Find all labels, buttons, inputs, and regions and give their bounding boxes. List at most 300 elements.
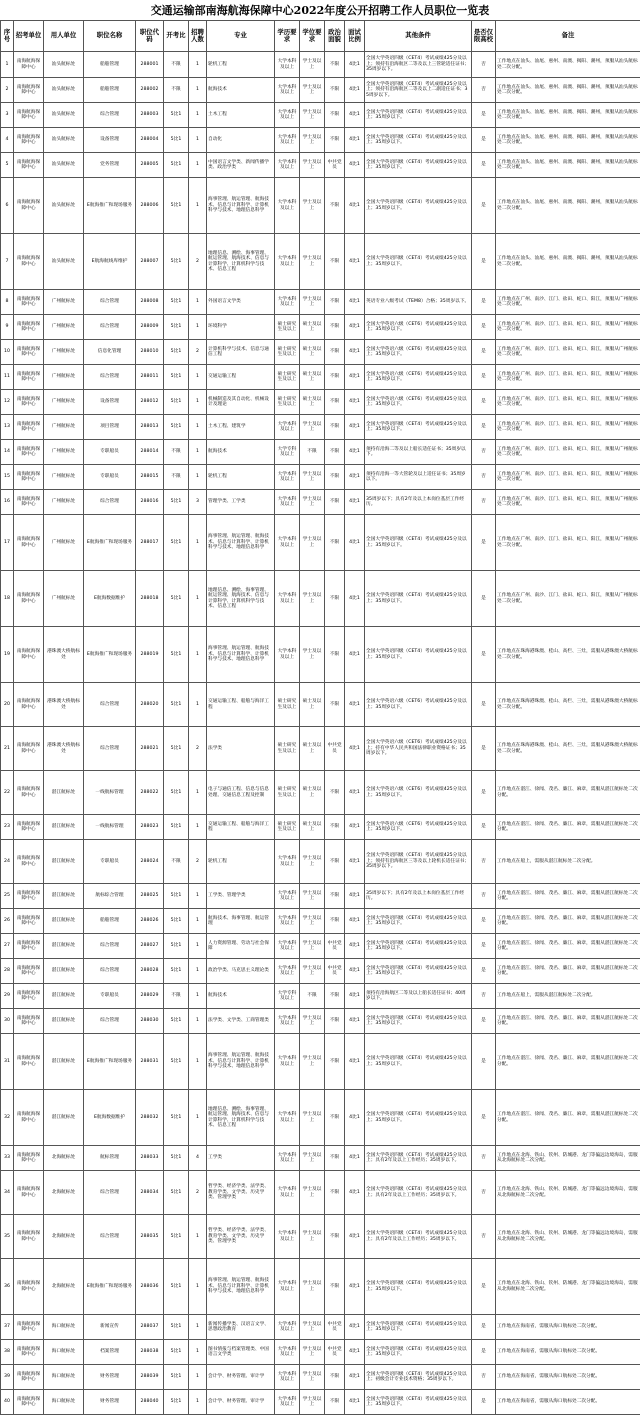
remarks-cell: 工作地点在船上，需服从湛江航标处二次分配。 <box>496 840 640 884</box>
exam-ratio-cell: 5比1 <box>164 128 189 153</box>
political-status-cell: 不限 <box>325 78 345 103</box>
hire-count-cell: 1 <box>189 1315 207 1340</box>
other-conditions-cell: 全国大学英语四级（CET4）考试成绩425分及以上；35周岁以下。 <box>365 153 472 178</box>
employer-cell: 湛江航标处 <box>44 1090 84 1146</box>
education-cell: 大学本科及以上 <box>275 1009 300 1034</box>
table-row <box>1 1365 640 1390</box>
exam-ratio-cell: 5比1 <box>164 627 189 683</box>
education-cell: 大学本科及以上 <box>275 515 300 571</box>
position-name-cell: E航海航线库维护 <box>84 234 136 290</box>
exam-ratio-cell: 5比1 <box>164 683 189 727</box>
recruiting-unit-cell: 南海航海保障中心 <box>14 984 44 1009</box>
table-row <box>1 1259 640 1315</box>
other-conditions-cell: 全国大学英语四级（CET4）考试成绩425分及以上；须持有沿海航区三等及以上轮机长适任证书；35周岁以下。 <box>365 840 472 884</box>
position-code-cell: 288003 <box>136 103 164 128</box>
exam-ratio-cell: 5比1 <box>164 884 189 909</box>
exam-ratio-cell: 5比1 <box>164 1171 189 1215</box>
major-cell: 自动化 <box>207 128 275 153</box>
employer-cell: 汕头航标处 <box>44 52 84 78</box>
exam-ratio-cell: 5比1 <box>164 1340 189 1365</box>
remarks-cell: 工作地点在汕头、汕尾、惠州、南澳、揭阳、潮州，须服从汕头航标处二次分配。 <box>496 178 640 234</box>
position-code-cell: 288023 <box>136 815 164 840</box>
position-name-cell: 专职船员 <box>84 984 136 1009</box>
remarks-cell: 工作地点在广州、南沙、江门、盐田、蛇口、阳江，须服从广州航标处二次分配。 <box>496 290 640 315</box>
graduates-only-cell: 否 <box>472 1146 496 1171</box>
exam-ratio-cell: 5比1 <box>164 365 189 390</box>
political-status-cell: 不限 <box>325 234 345 290</box>
degree-cell: 学士及以上 <box>300 909 325 934</box>
recruiting-unit-cell: 南海航海保障中心 <box>14 1215 44 1259</box>
position-code-cell: 288022 <box>136 771 164 815</box>
position-code-cell: 288026 <box>136 909 164 934</box>
remarks-cell: 工作地点在北海、铁山、钦州、防城港、龙门等偏远边境海岛，需服从北海航标处二次分配。 <box>496 1215 640 1259</box>
education-cell: 大学本科及以上 <box>275 1146 300 1171</box>
graduates-only-cell: 是 <box>472 365 496 390</box>
interview-ratio-cell: 4比1 <box>345 290 365 315</box>
education-cell: 大学本科及以上 <box>275 153 300 178</box>
major-cell: 会计学、财务管理、审计学 <box>207 1390 275 1415</box>
interview-ratio-cell: 4比1 <box>345 315 365 340</box>
exam-ratio-cell: 5比1 <box>164 515 189 571</box>
position-code-cell: 288011 <box>136 365 164 390</box>
employer-cell: 广州航标处 <box>44 465 84 490</box>
employer-cell: 湛江航标处 <box>44 771 84 815</box>
graduates-only-cell: 否 <box>472 840 496 884</box>
employer-cell: 港珠澳大桥航标处 <box>44 627 84 683</box>
other-conditions-cell: 全国大学英语四级（CET4）考试成绩425分及以上；须持有沿海航区二等及以上二副适任证书；35周岁以下。 <box>365 78 472 103</box>
exam-ratio-cell: 不限 <box>164 440 189 465</box>
remarks-cell: 工作地点在广州、南沙、江门、盐田、蛇口、阳江，须服从广州航标处二次分配。 <box>496 340 640 365</box>
remarks-cell: 工作地点在广州、南沙、江门、盐田、蛇口、阳江，须服从广州航标处二次分配。 <box>496 390 640 415</box>
major-cell: 海事管理、航运管理、航海技术、信息与计算科学、计算机科学与技术、地理信息科学 <box>207 515 275 571</box>
political-status-cell: 不限 <box>325 1259 345 1315</box>
employer-cell: 广州航标处 <box>44 365 84 390</box>
employer-cell: 北海航标处 <box>44 1171 84 1215</box>
political-status-cell: 不限 <box>325 465 345 490</box>
major-cell: 轮机工程 <box>207 52 275 78</box>
seq-cell: 23 <box>1 815 14 840</box>
position-code-cell: 288002 <box>136 78 164 103</box>
recruiting-unit-cell: 南海航海保障中心 <box>14 365 44 390</box>
header-cell: 序号 <box>1 21 14 52</box>
header-cell: 学位要求 <box>300 21 325 52</box>
recruiting-unit-cell: 南海航海保障中心 <box>14 934 44 959</box>
political-status-cell: 不限 <box>325 390 345 415</box>
seq-cell: 27 <box>1 934 14 959</box>
interview-ratio-cell: 4比1 <box>345 815 365 840</box>
employer-cell: 汕头航标处 <box>44 128 84 153</box>
table-row <box>1 984 640 1009</box>
remarks-cell: 工作地点在湛江、徐闻、茂名、廉江、麻章，需服从湛江航标处二次分配。 <box>496 815 640 840</box>
position-code-cell: 288020 <box>136 683 164 727</box>
education-cell: 大学本科及以上 <box>275 1259 300 1315</box>
table-row <box>1 390 640 415</box>
position-code-cell: 288039 <box>136 1365 164 1390</box>
hire-count-cell: 1 <box>189 1259 207 1315</box>
header-cell: 备注 <box>496 21 640 52</box>
position-code-cell: 288033 <box>136 1146 164 1171</box>
position-name-cell: 一线航标管理 <box>84 815 136 840</box>
position-name-cell: 综合管理 <box>84 959 136 984</box>
interview-ratio-cell: 4比1 <box>345 1390 365 1415</box>
degree-cell: 学士及以上 <box>300 128 325 153</box>
hire-count-cell: 1 <box>189 390 207 415</box>
interview-ratio-cell: 4比1 <box>345 52 365 78</box>
interview-ratio-cell: 4比1 <box>345 1340 365 1365</box>
recruiting-unit-cell: 南海航海保障中心 <box>14 153 44 178</box>
position-name-cell: 设备管理 <box>84 390 136 415</box>
header-cell: 政治面貌 <box>325 21 345 52</box>
seq-cell: 13 <box>1 415 14 440</box>
header-cell: 开考比 <box>164 21 189 52</box>
remarks-cell: 工作地点在广州、南沙、江门、盐田、蛇口、阳江，须服从广州航标处二次分配。 <box>496 365 640 390</box>
hire-count-cell: 1 <box>189 1009 207 1034</box>
graduates-only-cell: 否 <box>472 884 496 909</box>
political-status-cell: 不限 <box>325 909 345 934</box>
political-status-cell: 不限 <box>325 515 345 571</box>
recruiting-unit-cell: 南海航海保障中心 <box>14 840 44 884</box>
major-cell: 会计学、财务管理、审计学 <box>207 1365 275 1390</box>
hire-count-cell: 2 <box>189 1171 207 1215</box>
position-code-cell: 288016 <box>136 490 164 515</box>
table-row <box>1 959 640 984</box>
degree-cell: 学士及以上 <box>300 153 325 178</box>
graduates-only-cell: 是 <box>472 934 496 959</box>
position-name-cell: 船舶管理 <box>84 909 136 934</box>
remarks-cell: 工作地点在海南省，需服从海口航标处二次分配。 <box>496 1315 640 1340</box>
recruiting-unit-cell: 南海航海保障中心 <box>14 234 44 290</box>
seq-cell: 33 <box>1 1146 14 1171</box>
graduates-only-cell: 否 <box>472 52 496 78</box>
recruiting-unit-cell: 南海航海保障中心 <box>14 490 44 515</box>
hire-count-cell: 1 <box>189 515 207 571</box>
degree-cell: 硕士及以上 <box>300 340 325 365</box>
education-cell: 大学本科及以上 <box>275 490 300 515</box>
education-cell: 大学本科及以上 <box>275 840 300 884</box>
position-code-cell: 288001 <box>136 52 164 78</box>
graduates-only-cell: 否 <box>472 1215 496 1259</box>
major-cell: 工学类、管理学类 <box>207 884 275 909</box>
remarks-cell: 工作地点在珠海港珠澳、桂山、高栏、三灶，需服从港珠澳大桥航标处二次分配。 <box>496 683 640 727</box>
hire-count-cell: 2 <box>189 340 207 365</box>
interview-ratio-cell: 4比1 <box>345 490 365 515</box>
political-status-cell: 不限 <box>325 178 345 234</box>
other-conditions-cell: 全国大学英语四级（CET4）考试成绩425分及以上；35周岁以下。 <box>365 1340 472 1365</box>
other-conditions-cell: 全国大学英语四级（CET4）考试成绩425分及以上；35周岁以下。 <box>365 1390 472 1415</box>
header-row <box>1 21 640 52</box>
political-status-cell: 不限 <box>325 490 345 515</box>
graduates-only-cell: 是 <box>472 571 496 627</box>
position-name-cell: 设备管理 <box>84 128 136 153</box>
exam-ratio-cell: 5比1 <box>164 340 189 365</box>
exam-ratio-cell: 5比1 <box>164 1009 189 1034</box>
remarks-cell: 工作地点在广州、南沙、江门、盐田、蛇口、阳江，须服从广州航标处二次分配。 <box>496 415 640 440</box>
degree-cell: 学士及以上 <box>300 78 325 103</box>
table-body <box>1 52 640 1415</box>
hire-count-cell: 2 <box>189 840 207 884</box>
position-code-cell: 288008 <box>136 290 164 315</box>
employer-cell: 湛江航标处 <box>44 840 84 884</box>
interview-ratio-cell: 4比1 <box>345 909 365 934</box>
degree-cell: 学士及以上 <box>300 840 325 884</box>
exam-ratio-cell: 5比1 <box>164 153 189 178</box>
education-cell: 硕士研究生及以上 <box>275 390 300 415</box>
political-status-cell: 不限 <box>325 1171 345 1215</box>
seq-cell: 17 <box>1 515 14 571</box>
major-cell: 交通运输工程 <box>207 365 275 390</box>
education-cell: 大学本科及以上 <box>275 1390 300 1415</box>
position-name-cell: E航海推广和现场服务 <box>84 627 136 683</box>
education-cell: 大学本科及以上 <box>275 1340 300 1365</box>
exam-ratio-cell: 5比1 <box>164 815 189 840</box>
interview-ratio-cell: 4比1 <box>345 440 365 465</box>
degree-cell: 学士及以上 <box>300 1259 325 1315</box>
political-status-cell: 不限 <box>325 984 345 1009</box>
other-conditions-cell: 全国大学英语六级（CET6）考试成绩425分及以上；35周岁以下。 <box>365 815 472 840</box>
hire-count-cell: 1 <box>189 315 207 340</box>
degree-cell: 不限 <box>300 440 325 465</box>
recruiting-unit-cell: 南海航海保障中心 <box>14 103 44 128</box>
position-name-cell: E航海数据维护 <box>84 1090 136 1146</box>
graduates-only-cell: 是 <box>472 771 496 815</box>
position-name-cell: 综合管理 <box>84 1171 136 1215</box>
remarks-cell: 工作地点在广州、南沙、江门、盐田、蛇口、阳江，须服从广州航标处二次分配。 <box>496 465 640 490</box>
graduates-only-cell: 是 <box>472 153 496 178</box>
other-conditions-cell: 全国大学英语四级（CET4）考试成绩425分及以上；35周岁以下。 <box>365 1009 472 1034</box>
recruiting-unit-cell: 南海航海保障中心 <box>14 515 44 571</box>
interview-ratio-cell: 4比1 <box>345 234 365 290</box>
exam-ratio-cell: 5比1 <box>164 234 189 290</box>
other-conditions-cell: 须持有沿海二等及以上船长适任证书；35周岁以下。 <box>365 440 472 465</box>
graduates-only-cell: 是 <box>472 103 496 128</box>
interview-ratio-cell: 4比1 <box>345 153 365 178</box>
position-name-cell: 航标管理 <box>84 1146 136 1171</box>
table-row <box>1 1090 640 1146</box>
table-row <box>1 1215 640 1259</box>
position-name-cell: 专职船员 <box>84 440 136 465</box>
major-cell: 海事管理、航运管理、航海技术、信息与计算科学、计算机科学与技术、地理信息科学 <box>207 1259 275 1315</box>
page-title: 交通运输部南海航海保障中心2022年度公开招聘工作人员职位一览表 <box>0 2 640 20</box>
recruiting-unit-cell: 南海航海保障中心 <box>14 390 44 415</box>
recruiting-unit-cell: 南海航海保障中心 <box>14 1090 44 1146</box>
degree-cell: 学士及以上 <box>300 1215 325 1259</box>
remarks-cell: 工作地点在汕头、汕尾、惠州、南澳、揭阳、潮州，须服从汕头航标处二次分配。 <box>496 78 640 103</box>
degree-cell: 硕士及以上 <box>300 365 325 390</box>
seq-cell: 38 <box>1 1340 14 1365</box>
graduates-only-cell: 是 <box>472 390 496 415</box>
education-cell: 大学本科及以上 <box>275 1365 300 1390</box>
remarks-cell: 工作地点在北海、铁山、钦州、防城港、龙门等偏远边境海岛，需服从北海航标处二次分配。 <box>496 1171 640 1215</box>
other-conditions-cell: 全国大学英语四级（CET4）考试成绩425分及以上；35周岁以下。 <box>365 934 472 959</box>
seq-cell: 5 <box>1 153 14 178</box>
interview-ratio-cell: 4比1 <box>345 1090 365 1146</box>
seq-cell: 10 <box>1 340 14 365</box>
degree-cell: 学士及以上 <box>300 1390 325 1415</box>
education-cell: 大学本科及以上 <box>275 178 300 234</box>
interview-ratio-cell: 4比1 <box>345 128 365 153</box>
position-name-cell: E航海推广和现场服务 <box>84 1034 136 1090</box>
major-cell: 电子与通信工程、信息与信息处理、交通信息工程及控制 <box>207 771 275 815</box>
position-name-cell: 综合管理 <box>84 103 136 128</box>
interview-ratio-cell: 4比1 <box>345 627 365 683</box>
other-conditions-cell: 全国大学英语四级（CET4）考试成绩425分及以上；35周岁以下。 <box>365 571 472 627</box>
seq-cell: 6 <box>1 178 14 234</box>
education-cell: 硕士研究生及以上 <box>275 815 300 840</box>
education-cell: 大学本科及以上 <box>275 103 300 128</box>
political-status-cell: 不限 <box>325 128 345 153</box>
graduates-only-cell: 是 <box>472 515 496 571</box>
remarks-cell: 工作地点在湛江、徐闻、茂名、廉江、麻章，需服从湛江航标处二次分配。 <box>496 1090 640 1146</box>
table-row <box>1 103 640 128</box>
exam-ratio-cell: 5比1 <box>164 1259 189 1315</box>
exam-ratio-cell: 5比1 <box>164 178 189 234</box>
remarks-cell: 工作地点在湛江、徐闻、茂名、廉江、麻章，需服从湛江航标处二次分配。 <box>496 771 640 815</box>
hire-count-cell: 1 <box>189 627 207 683</box>
graduates-only-cell: 是 <box>472 815 496 840</box>
recruiting-unit-cell: 南海航海保障中心 <box>14 959 44 984</box>
exam-ratio-cell: 5比1 <box>164 390 189 415</box>
graduates-only-cell: 是 <box>472 315 496 340</box>
employer-cell: 广州航标处 <box>44 290 84 315</box>
seq-cell: 22 <box>1 771 14 815</box>
interview-ratio-cell: 4比1 <box>345 884 365 909</box>
table-row <box>1 52 640 78</box>
degree-cell: 学士及以上 <box>300 290 325 315</box>
position-code-cell: 288013 <box>136 415 164 440</box>
position-name-cell: 综合管理 <box>84 934 136 959</box>
education-cell: 大学本科及以上 <box>275 959 300 984</box>
graduates-only-cell: 是 <box>472 959 496 984</box>
interview-ratio-cell: 4比1 <box>345 1146 365 1171</box>
remarks-cell: 工作地点在汕头、汕尾、惠州、南澳、揭阳、潮州，须服从汕头航标处二次分配。 <box>496 103 640 128</box>
recruiting-unit-cell: 南海航海保障中心 <box>14 771 44 815</box>
recruiting-unit-cell: 南海航海保障中心 <box>14 178 44 234</box>
degree-cell: 学士及以上 <box>300 1009 325 1034</box>
graduates-only-cell: 是 <box>472 128 496 153</box>
political-status-cell: 中共党员 <box>325 959 345 984</box>
degree-cell: 学士及以上 <box>300 465 325 490</box>
table-row <box>1 490 640 515</box>
degree-cell: 硕士及以上 <box>300 390 325 415</box>
degree-cell: 学士及以上 <box>300 1090 325 1146</box>
employer-cell: 广州航标处 <box>44 340 84 365</box>
table-row <box>1 1315 640 1340</box>
seq-cell: 35 <box>1 1215 14 1259</box>
employer-cell: 北海航标处 <box>44 1215 84 1259</box>
exam-ratio-cell: 5比1 <box>164 571 189 627</box>
graduates-only-cell: 是 <box>472 683 496 727</box>
remarks-cell: 工作地点在北海、铁山、钦州、防城港、龙门等偏远边境海岛，需服从北海航标处二次分配。 <box>496 1259 640 1315</box>
graduates-only-cell: 否 <box>472 490 496 515</box>
position-name-cell: 档案管理 <box>84 1340 136 1365</box>
recruiting-unit-cell: 南海航海保障中心 <box>14 1390 44 1415</box>
major-cell: 轮机工程 <box>207 465 275 490</box>
degree-cell: 硕士及以上 <box>300 815 325 840</box>
position-name-cell: 党务管理 <box>84 153 136 178</box>
exam-ratio-cell: 5比1 <box>164 1090 189 1146</box>
interview-ratio-cell: 4比1 <box>345 1215 365 1259</box>
exam-ratio-cell: 5比1 <box>164 959 189 984</box>
position-name-cell: 财务管理 <box>84 1365 136 1390</box>
recruiting-unit-cell: 南海航海保障中心 <box>14 440 44 465</box>
political-status-cell: 不限 <box>325 1215 345 1259</box>
degree-cell: 学士及以上 <box>300 490 325 515</box>
political-status-cell: 中共党员 <box>325 1340 345 1365</box>
employer-cell: 汕头航标处 <box>44 178 84 234</box>
table-row <box>1 128 640 153</box>
graduates-only-cell: 否 <box>472 78 496 103</box>
employer-cell: 港珠澳大桥航标处 <box>44 727 84 771</box>
position-code-cell: 288025 <box>136 884 164 909</box>
seq-cell: 19 <box>1 627 14 683</box>
seq-cell: 8 <box>1 290 14 315</box>
graduates-only-cell: 是 <box>472 1340 496 1365</box>
graduates-only-cell: 是 <box>472 1315 496 1340</box>
recruiting-unit-cell: 南海航海保障中心 <box>14 128 44 153</box>
recruiting-unit-cell: 南海航海保障中心 <box>14 52 44 78</box>
political-status-cell: 不限 <box>325 683 345 727</box>
position-name-cell: 综合管理 <box>84 490 136 515</box>
position-name-cell: 专职船员 <box>84 465 136 490</box>
position-name-cell: 船舶管理 <box>84 78 136 103</box>
hire-count-cell: 1 <box>189 290 207 315</box>
education-cell: 大学本科及以上 <box>275 1215 300 1259</box>
degree-cell: 学士及以上 <box>300 934 325 959</box>
position-code-cell: 288010 <box>136 340 164 365</box>
table-row <box>1 683 640 727</box>
position-code-cell: 288040 <box>136 1390 164 1415</box>
major-cell: 海事管理、航运管理、航海技术、信息与计算科学、计算机科学与技术、地理信息科学 <box>207 178 275 234</box>
major-cell: 土木工程 <box>207 103 275 128</box>
political-status-cell: 中共党员 <box>325 727 345 771</box>
degree-cell: 学士及以上 <box>300 1315 325 1340</box>
interview-ratio-cell: 4比1 <box>345 390 365 415</box>
table-row <box>1 290 640 315</box>
education-cell: 大学专科及以上 <box>275 984 300 1009</box>
exam-ratio-cell: 不限 <box>164 840 189 884</box>
position-code-cell: 288005 <box>136 153 164 178</box>
employer-cell: 广州航标处 <box>44 490 84 515</box>
major-cell: 工学类 <box>207 1146 275 1171</box>
other-conditions-cell: 全国大学英语四级（CET4）考试成绩425分及以上；35周岁以下。 <box>365 1090 472 1146</box>
other-conditions-cell: 全国大学英语六级（CET6）考试成绩425分及以上；35周岁以下。 <box>365 315 472 340</box>
major-cell: 哲学类、经济学类、法学类、教育学类、文学类、历史学类、管理学类 <box>207 1215 275 1259</box>
table-row <box>1 727 640 771</box>
hire-count-cell: 1 <box>189 884 207 909</box>
position-code-cell: 288032 <box>136 1090 164 1146</box>
graduates-only-cell: 是 <box>472 1034 496 1090</box>
position-code-cell: 288031 <box>136 1034 164 1090</box>
other-conditions-cell: 全国大学英语四级（CET4）考试成绩425分及以上；35周岁以下。 <box>365 515 472 571</box>
education-cell: 硕士研究生及以上 <box>275 340 300 365</box>
other-conditions-cell: 全国大学英语六级（CET6）考试成绩425分及以上；35周岁以下。 <box>365 771 472 815</box>
graduates-only-cell: 是 <box>472 1390 496 1415</box>
remarks-cell: 工作地点在湛江、徐闻、茂名、廉江、麻章，需服从湛江航标处二次分配。 <box>496 1009 640 1034</box>
hire-count-cell: 1 <box>189 1340 207 1365</box>
seq-cell: 28 <box>1 959 14 984</box>
education-cell: 硕士研究生及以上 <box>275 727 300 771</box>
hire-count-cell: 2 <box>189 234 207 290</box>
position-code-cell: 288029 <box>136 984 164 1009</box>
seq-cell: 31 <box>1 1034 14 1090</box>
degree-cell: 硕士及以上 <box>300 771 325 815</box>
political-status-cell: 中共党员 <box>325 1315 345 1340</box>
education-cell: 大学本科及以上 <box>275 934 300 959</box>
major-cell: 机械制造及其自动化、机械设计及理论 <box>207 390 275 415</box>
other-conditions-cell: 全国大学英语四级（CET4）考试成绩425分及以上；35周岁以下。 <box>365 415 472 440</box>
position-name-cell: 新闻宣传 <box>84 1315 136 1340</box>
position-code-cell: 288028 <box>136 959 164 984</box>
